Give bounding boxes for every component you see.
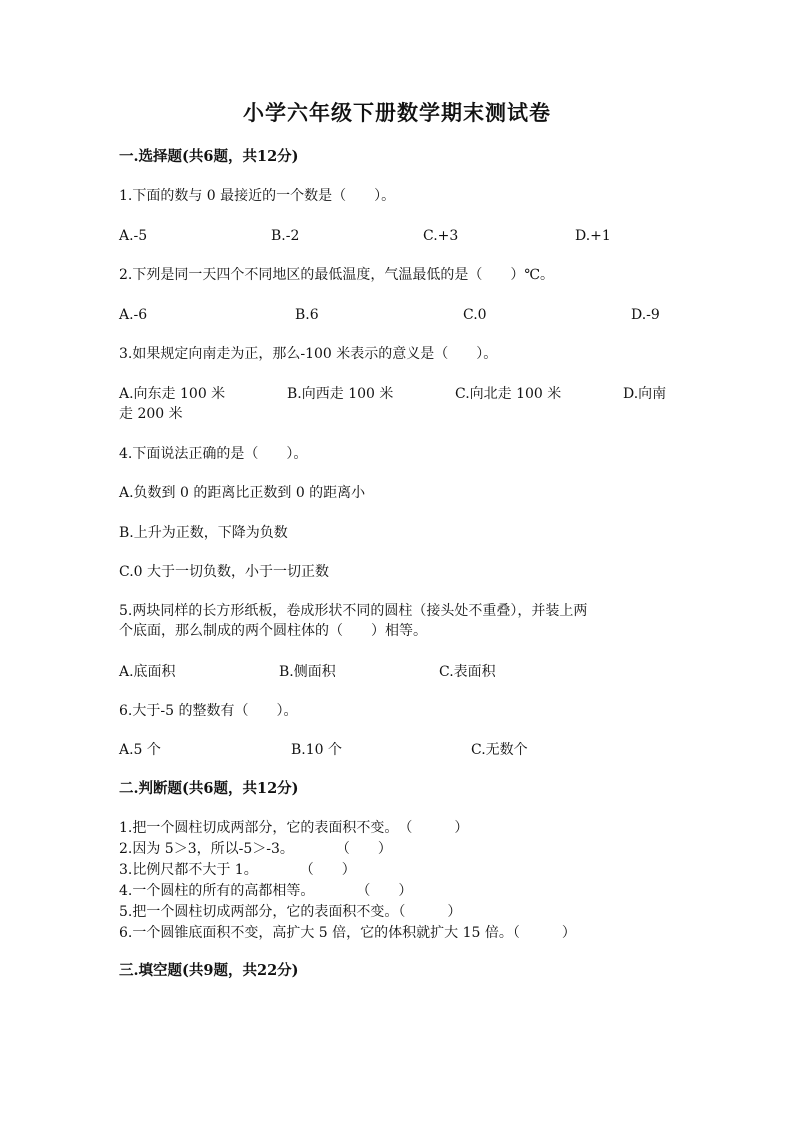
question-option: C.0 大于一切负数，小于一切正数 <box>119 564 330 580</box>
question-option: A.-5 <box>119 228 148 244</box>
question-option: D.向南 <box>623 386 667 402</box>
judge-item: 1.把一个圆柱切成两部分，它的表面积不变。 （ ） <box>119 820 469 836</box>
question-stem: 3.如果规定向南走为正，那么-100 米表示的意义是（ ）。 <box>119 346 498 362</box>
question-option: C.+3 <box>423 228 459 244</box>
question-stem: 2.下列是同一天四个不同地区的最低温度，气温最低的是（ ）℃。 <box>119 267 555 283</box>
judge-item: 6.一个圆锥底面积不变，高扩大 5 倍，它的体积就扩大 15 倍。（ ） <box>119 925 576 941</box>
question-option-wrap: 走 200 米 <box>119 406 183 422</box>
question-option: C.表面积 <box>439 664 496 680</box>
question-option: B.上升为正数，下降为负数 <box>119 525 288 541</box>
judge-item: 5.把一个圆柱切成两部分，它的表面积不变。（ ） <box>119 904 462 920</box>
question-option: A.5 个 <box>119 742 161 758</box>
question-stem: 4.下面说法正确的是（ ）。 <box>119 446 308 462</box>
section-heading-choice: 一.选择题(共6题，共12分) <box>119 148 299 165</box>
question-option: D.-9 <box>631 307 660 323</box>
question-stem: 6.大于-5 的整数有（ ）。 <box>119 703 298 719</box>
question-stem: 5.两块同样的长方形纸板，卷成形状不同的圆柱（接头处不重叠），并装上两 <box>119 603 588 619</box>
question-stem: 1.下面的数与 0 最接近的一个数是（ ）。 <box>119 188 396 204</box>
question-option: A.底面积 <box>119 664 176 680</box>
question-option: B.-2 <box>271 228 300 244</box>
question-option: A.向东走 100 米 <box>119 386 226 402</box>
judge-item: 2.因为 5＞3，所以-5＞-3。 （ ） <box>119 841 392 857</box>
question-option: A.负数到 0 的距离比正数到 0 的距离小 <box>119 485 366 501</box>
judge-item: 3.比例尺都不大于 1。 （ ） <box>119 862 356 878</box>
question-option: B.10 个 <box>291 742 343 758</box>
section-heading-judge: 二.判断题(共6题，共12分) <box>119 780 299 797</box>
question-option: D.+1 <box>575 228 611 244</box>
question-option: C.向北走 100 米 <box>455 386 562 402</box>
question-option: C.0 <box>463 307 487 323</box>
question-option: B.6 <box>295 307 319 323</box>
question-stem: 个底面，那么制成的两个圆柱体的（ ）相等。 <box>119 623 427 639</box>
question-option: B.侧面积 <box>279 664 336 680</box>
question-option: A.-6 <box>119 307 148 323</box>
question-option: C.无数个 <box>471 742 528 758</box>
page-title: 小学六年级下册数学期末测试卷 <box>243 100 551 125</box>
section-heading-fill: 三.填空题(共9题，共22分) <box>119 962 299 979</box>
question-option: B.向西走 100 米 <box>287 386 394 402</box>
judge-item: 4.一个圆柱的所有的高都相等。 （ ） <box>119 883 413 899</box>
